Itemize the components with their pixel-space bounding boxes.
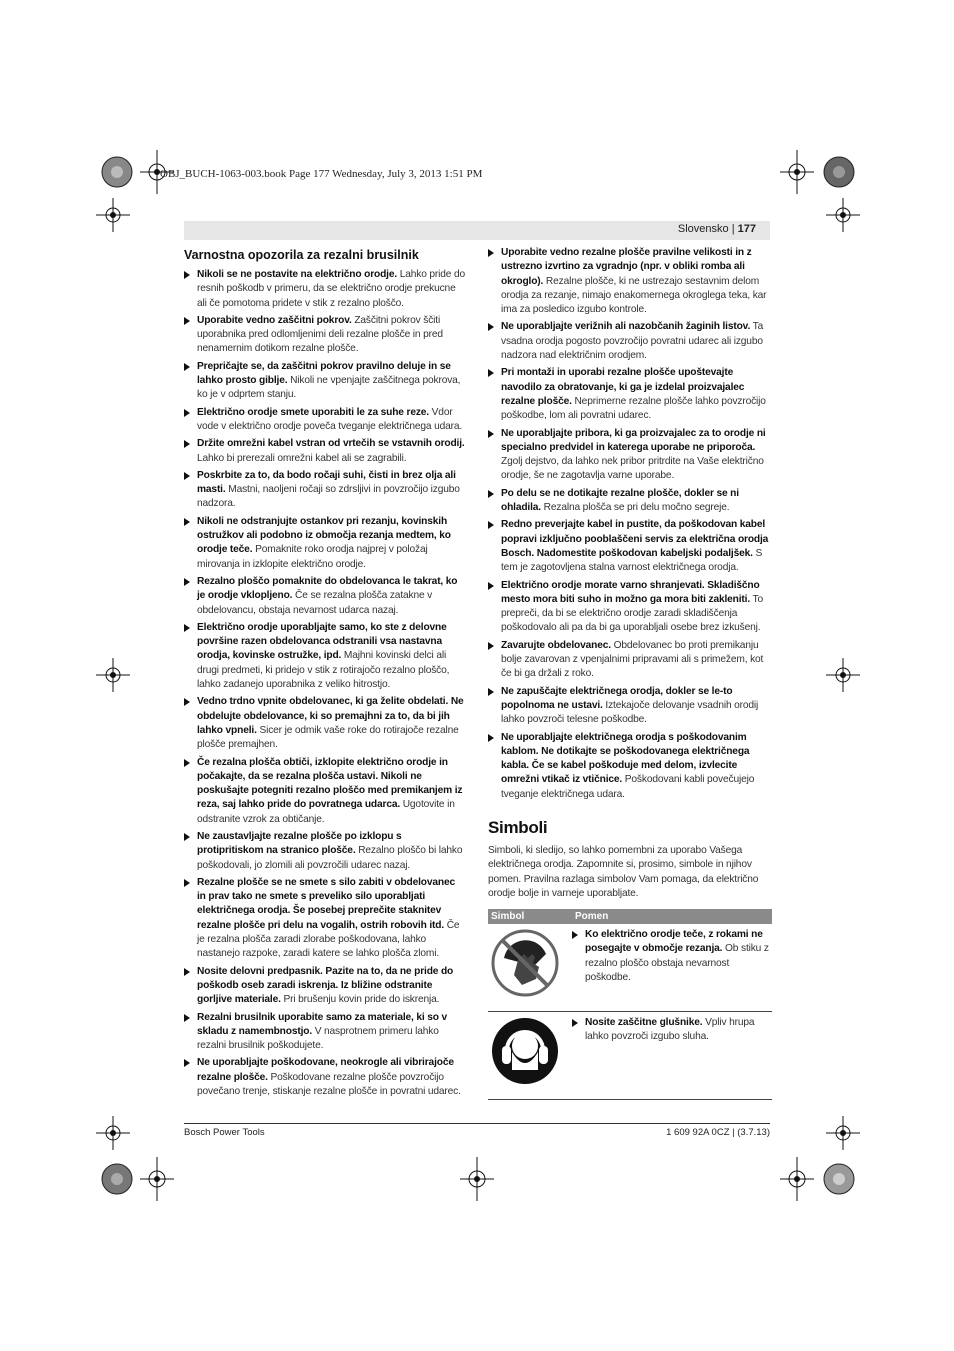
list-item: Električno orodje smete uporabiti le za suhe reze. Vdor vode v električno orodje poveča tveganje električnega udara. [184,406,466,435]
list-item: Poskrbite za to, da bodo ročaji suhi, čisti in brez olja ali masti. Mastni, naoljeni ročaji so zdrsljivi in povzročijo izgubo nadzora. [184,469,466,512]
list-item: Ne zaustavljajte rezalne plošče po izklopu s protipritiskom na stranico plošče. Rezalno ploščo bi lahko poškodovali, jo zlomili ali povzročili udarec nazaj. [184,830,466,873]
registration-mark-bottom-left [100,1162,134,1196]
list-item: Nikoli ne odstranjujte ostankov pri rezanju, kovinskih ostružkov ali podobno iz območja rezanja medtem, ko orodje teče. Pomaknite roko orodja najprej v položaj mirovanja in izklopite električno orodje. [184,515,466,572]
list-item: Rezalno ploščo pomaknite do obdelovanca le takrat, ko je orodje vklopljeno. Če se rezalna plošča zatakne v obdelovancu, obstaja nevarnost udarca nazaj. [184,575,466,618]
crosshair-mark-top-right [780,150,814,194]
symbol-meaning: Nosite zaščitne glušnike. Vpliv hrupa lahko povzroči izgubo sluha. [572,1016,772,1045]
print-slug: OBJ_BUCH-1063-003.book Page 177 Wednesday, July 3, 2013 1:51 PM [160,168,483,180]
right-column [488,246,770,1100]
list-item: Električno orodje morate varno shranjevati. Skladiščno mesto mora biti suho in možno ga mora biti zakleniti. To prepreči, da bi se električno orodje zaradi skladiščenja poškodovalo ali pa da bi ga uporabljali osebe brez izkušenj. [488,579,770,636]
crosshair-mark-upper-left [96,198,130,232]
crosshair-mark-bottom-center [460,1157,494,1201]
col-meaning-header: Pomen [572,909,772,924]
list-item: Pri montaži in uporabi rezalne plošče upoštevajte navodilo za obratovanje, ki ga je izdelal proizvajalec rezalne plošče. Neprimerne rezalne plošče lahko povzročijo poškodbe, lom ali povratni udarec. [488,366,770,423]
list-item: Zavarujte obdelovanec. Obdelovanec bo proti premikanju bolje zavarovan z vpenjalnimi pripravami ali s primežem, kot če bi ga držali z roko. [488,639,770,682]
list-item: Po delu se ne dotikajte rezalne plošče, dokler se ni ohladila. Rezalna plošča se pri delu močno segreje. [488,487,770,516]
table-row [488,924,772,1012]
safety-list-right [488,246,770,802]
crosshair-mark-bottom-left [140,1157,174,1201]
list-item: Uporabite vedno zaščitni pokrov. Zaščitni pokrov ščiti uporabnika pred odlomljenimi deli rezalne plošče in pred nenamernim dotikom rezalne plošče. [184,314,466,357]
table-row [488,1012,772,1100]
list-item: Vedno trdno vpnite obdelovanec, ki ga želite obdelati. Ne obdelujte obdelovance, ki so premajhni za to, da bi jih lahko vpneli. Sicer je odmik vaše roke do rotirajoče rezalne plošče premajhen. [184,695,466,752]
footer-doc-code: 1 609 92A 0CZ | (3.7.13) [666,1127,770,1138]
crosshair-mark-lower-left [96,1116,130,1150]
footer-brand: Bosch Power Tools [184,1127,265,1138]
list-item: Držite omrežni kabel vstran od vrtečih se vstavnih orodij. Lahko bi prerezali omrežni kabel ali se zagrabili. [184,437,466,466]
header-language: Slovensko [677,223,729,235]
list-item: Nosite delovni predpasnik. Pazite na to, da ne pride do poškodb oseb zaradi iskrenja. Iz bližine odstranite gorljive materiale. Pri brušenju kovin pride do iskrenja. [184,965,466,1008]
ear-protection-icon [490,1016,560,1086]
list-item: Rezalne plošče se ne smete s silo zabiti v obdelovanec in prav tako ne smete s preveliko silo uporabljati električnega orodja. Še posebej preprečite staknitev rezalne plošče pri delu na vogalih, ostrih robovih itd. Če je rezalna plošča zaradi zlorabe poškodovana, lahko nastanejo razpoke, zaradi katere se lahko plošča zlomi. [184,876,466,962]
crosshair-mark-upper-right [826,198,860,232]
symbols-title: Simboli [488,817,548,837]
list-item: Prepričajte se, da zaščitni pokrov pravilno deluje in se lahko prosto giblje. Nikoli ne vpenjajte zaščitnega pokrova, ko je v odprtem stanju. [184,360,466,403]
registration-mark-top-left [100,155,134,189]
no-hand-near-blade-icon [490,928,560,998]
symbols-intro: Simboli, ki sledijo, so lahko pomembni za uporabo Vašega električnega orodja. Zapomnite si, prosimo, simbole in njihov pomen. Pravilna razlaga simbolov Vam pomaga, da električno orodje bolje in varneje uporabljate. [488,844,759,899]
list-item: Ne uporabljajte verižnih ali nazobčanih žaginih listov. Ta vsadna orodja pogosto povzročijo povratni udarec ali izgubo nadzora nad električnim orodjem. [488,320,770,363]
col-symbol-header: Simbol [488,909,572,924]
crosshair-mark-mid-left [96,658,130,692]
list-item: Redno preverjajte kabel in pustite, da poškodovan kabel popravi izključno pooblaščeni servis za električna orodja Bosch. Nadomestite poškodovan kabeljski podaljšek. S tem je zagotovljena stalna varnost električnega orodja. [488,518,770,575]
list-item: Uporabite vedno rezalne plošče pravilne velikosti in z ustrezno izvrtino za vgradnjo (npr. v obliki romba ali okroglo). Rezalne plošče, ki ne ustrezajo sestavnim delom orodja za rezanje, nimajo enakomernega okroglega teka, kar ima za posledico izgubo kontrole. [488,246,770,317]
footer-rule [184,1123,770,1124]
page-number: 177 [737,223,756,235]
crosshair-mark-bottom-right [780,1157,814,1201]
left-column [184,246,466,1102]
registration-mark-bottom-right [822,1162,856,1196]
list-item: Ne uporabljajte poškodovane, neokrogle ali vibrirajoče rezalne plošče. Poškodovane rezalne plošče povzročijo povečano trenje, stiskanje rezalne plošče in povratni udarec. [184,1056,466,1099]
page-header: Slovensko | 177 [184,221,770,240]
crosshair-mark-mid-right [826,658,860,692]
list-item: Električno orodje uporabljajte samo, ko ste z delovne površine razen obdelovanca odstranili vsa nastavna orodja, kovinske ostružke, ipd. Majhni kovinski delci ali drugi predmeti, ki pridejo v stik z rotirajočo rezalno ploščo, lahko zadanejo uporabnika z veliko hitrostjo. [184,621,466,692]
crosshair-mark-lower-right [826,1116,860,1150]
registration-mark-top-right [822,155,856,189]
symbols-table [488,909,772,1100]
safety-list-left [184,268,466,1099]
list-item: Ne uporabljajte električnega orodja s poškodovanim kablom. Ne dotikajte se poškodovanega električnega kabla. Če se kabel poškoduje med delom, izvlecite omrežni vtikač iz vtičnice. Poškodovani kabli povečujejo tveganje električnega udara. [488,731,770,802]
list-item: Ne zapuščajte električnega orodja, dokler se le-to popolnoma ne ustavi. Iztekajoče delovanje vsadnih orodij lahko povzroči telesne poškodbe. [488,685,770,728]
symbol-meaning: Ko električno orodje teče, z rokami ne posegajte v območje rezanja. Ob stiku z rezalno ploščo obstaja nevarnost poškodbe. [572,928,772,985]
section-heading: Varnostna opozorila za rezalni brusilnik [184,248,419,262]
list-item: Ne uporabljajte pribora, ki ga proizvajalec za to orodje ni specialno predvidel in katerega uporabe ne priporoča. Zgolj dejstvo, da lahko nek pribor pritrdite na Vaše električno orodje, še ne zagotavlja varne uporabe. [488,427,770,484]
list-item: Nikoli se ne postavite na električno orodje. Lahko pride do resnih poškodb v primeru, da se električno orodje prekucne ali če pomotoma pridete v stik z rezalno ploščo. [184,268,466,311]
list-item: Če rezalna plošča obtiči, izklopite električno orodje in počakajte, da se rezalna plošča ustavi. Nikoli ne poskušajte potegniti rezalno ploščo med premikanjem iz reza, saj lahko pride do povratnega udarca. Ugotovite in odstranite vzrok za obtičanje. [184,756,466,827]
list-item: Rezalni brusilnik uporabite samo za materiale, ki so v skladu z namembnostjo. V nasprotnem primeru lahko rezalni brusilnik poškodujete. [184,1011,466,1054]
